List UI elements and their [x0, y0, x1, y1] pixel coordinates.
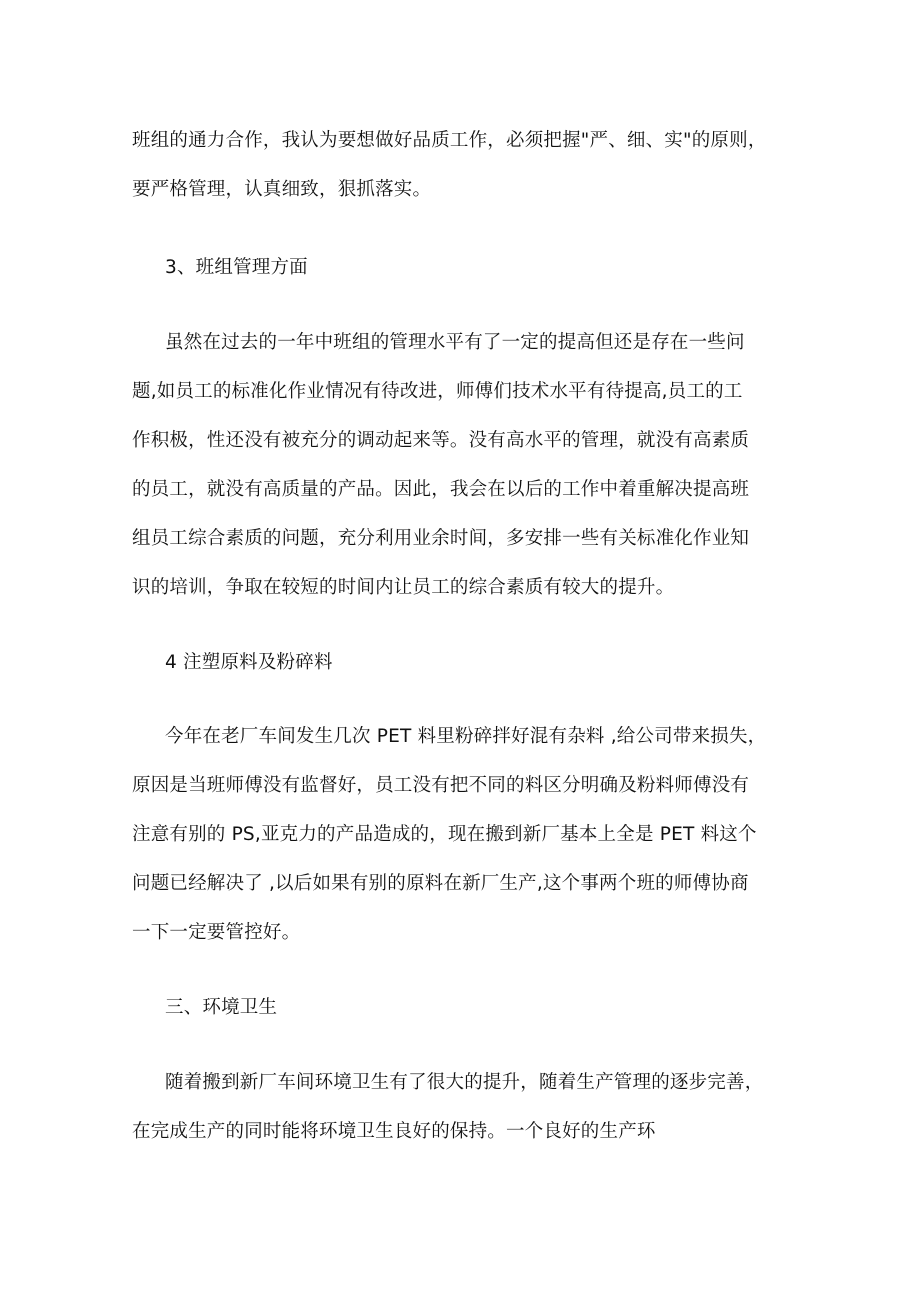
paragraph-line: 要严格管理，认真细致，狠抓落实。: [132, 179, 432, 200]
paragraph-line: 随着搬到新厂车间环境卫生有了很大的提升，随着生产管理的逐步完善，: [165, 1072, 764, 1093]
section-heading: 3、班组管理方面: [165, 257, 308, 278]
paragraph-line: 一下一定要管控好。: [132, 922, 301, 943]
paragraph-line: 识的培训，争取在较短的时间内让员工的综合素质有较大的提升。: [132, 577, 675, 598]
section-heading: 三、环境卫生: [165, 997, 278, 1018]
paragraph-line: 注意有别的 PS,亚克力的产品造成的，现在搬到新厂基本上全是 PET 料这个: [132, 824, 757, 845]
paragraph-line: 问题已经解决了 ,以后如果有别的原料在新厂生产,这个事两个班的师傅协商: [132, 873, 749, 894]
paragraph-line: 题,如员工的标准化作业情况有待改进，师傅们技术水平有待提高,员工的工: [132, 381, 743, 402]
paragraph-line: 原因是当班师傅没有监督好，员工没有把不同的料区分明确及粉料师傅没有: [132, 775, 750, 796]
paragraph-line: 今年在老厂车间发生几次 PET 料里粉碎拌好混有杂料 ,给公司带来损失，: [165, 726, 767, 747]
paragraph-line: 班组的通力合作，我认为要想做好品质工作，必须把握"严、细、实"的原则，: [132, 130, 767, 151]
paragraph-line: 作积极，性还没有被充分的调动起来等。没有高水平的管理，就没有高素质: [132, 430, 750, 451]
paragraph-line: 在完成生产的同时能将环境卫生良好的保持。一个良好的生产环: [132, 1121, 656, 1142]
paragraph-line: 组员工综合素质的问题，充分利用业余时间，多安排一些有关标准化作业知: [132, 528, 750, 549]
paragraph-line: 的员工，就没有高质量的产品。因此，我会在以后的工作中着重解决提高班: [132, 479, 750, 500]
paragraph-line: 虽然在过去的一年中班组的管理水平有了一定的提高但还是存在一些问: [165, 332, 745, 353]
section-heading: 4 注塑原料及粉碎料: [165, 652, 333, 673]
